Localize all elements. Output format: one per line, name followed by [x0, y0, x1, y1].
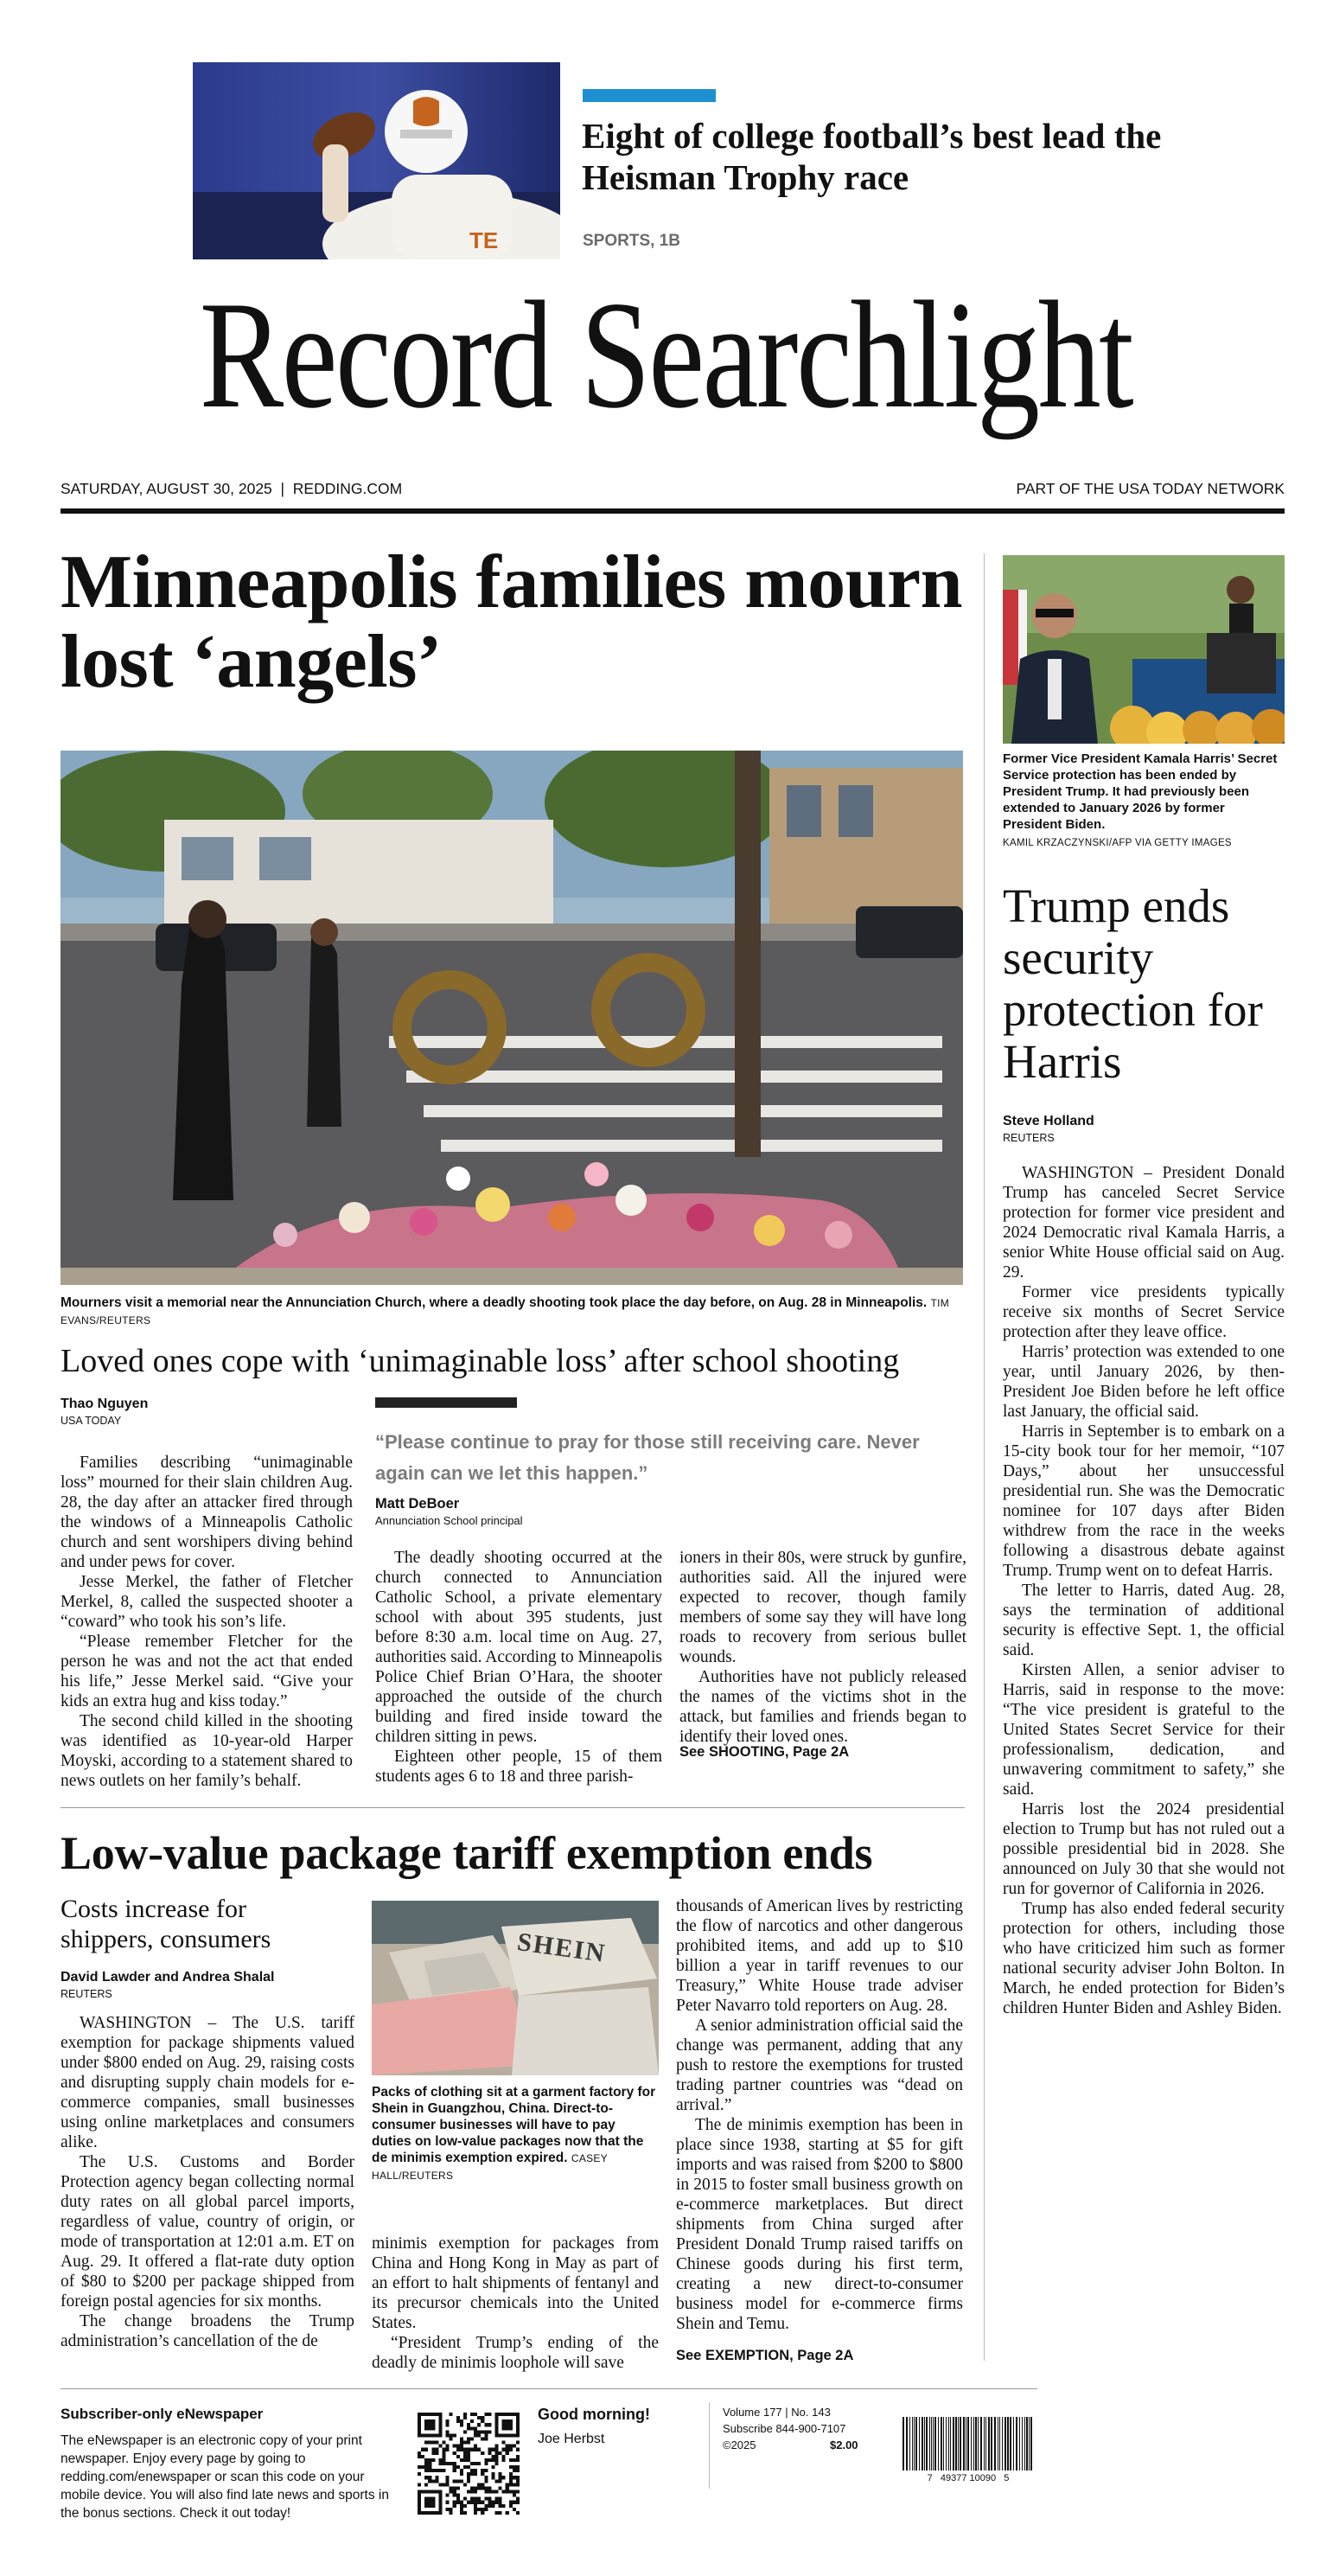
tariff-headline: Low-value package tariff exemption ends: [61, 1827, 873, 1879]
lead-col3: [679, 1548, 966, 1747]
teaser-photo-football-player: [193, 62, 560, 259]
tariff-byline-name: David Lawder and Andrea Shalal: [61, 1970, 275, 1985]
footer-copyright: ©2025: [723, 2439, 756, 2451]
lead-photo-caption-text: Mourners visit a memorial near the Annunciation Church, where a deadly shooting took place the day before, on Aug. 28 in Minneapolis.: [61, 1295, 928, 1310]
lead-col2: [375, 1548, 662, 1787]
harris-photo: [1003, 555, 1285, 744]
tariff-photo-credit: CASEY HALL/REUTERS: [372, 2152, 608, 2182]
teaser-section: SPORTS, 1B: [583, 232, 680, 250]
pull-quote: “Please continue to pray for those still receiving care. Never again can we let this happen.”: [375, 1431, 920, 1484]
tariff-col3-paragraph: thousands of American lives by restricting the flow of narcotics and other dangerous prohibited items, and add up to $10 billion a year in tariff revenues to our Treasury,” White House trade adviser Peter Navarro told reporters on Aug. 28.: [676, 1897, 963, 2015]
footer-volume: Volume 177 | No. 143: [723, 2406, 831, 2419]
lead-byline: [61, 1397, 148, 1427]
lead-col1: [61, 1453, 353, 1791]
tariff-subhead: Costs increase for shippers, consumers: [61, 1895, 271, 1953]
lead-col1-paragraph: Families describing “unimaginable loss” mourned for their slain children Aug. 28, the day after an attacker fired through the windows of a Minneapolis Catholic church and sent worshipers diving behind and under pews for cover.: [61, 1454, 353, 1571]
svg-text:TE: TE: [469, 227, 499, 253]
tariff-byline-org: REUTERS: [61, 1988, 112, 2000]
footer-greeting: Good morning!: [538, 2406, 650, 2423]
lead-byline-name: Thao Nguyen: [61, 1397, 149, 1411]
barcode-number: 7 49377 10090 5: [927, 2473, 1010, 2483]
lead-col1-paragraph: Jesse Merkel, the father of Fletcher Merkel, 8, called the suspected shooter a “coward” who took his son’s life.: [61, 1573, 353, 1631]
tariff-col3-paragraph: The de minimis exemption has been in place since 1938, starting at $5 for gift imports and was raised from $200 to $800 in 2015 to foster small business growth on e-commerce marketplaces. But direct shipments from China surged after President Donald Trump raised tariffs on Chinese goods during his first term, creating a new direct-to-consumer business model for e-commerce firms Shein and Temu.: [676, 2116, 963, 2333]
tariff-photo-clothing-packs: [372, 1901, 659, 2075]
pull-quote-attribution: [375, 1496, 523, 1527]
footer-barcode: [899, 2417, 1037, 2483]
pull-quote-title: Annunciation School principal: [375, 1514, 523, 1527]
harris-body: [1003, 1163, 1285, 2018]
teaser-headline-link[interactable]: Eight of college football’s best lead the Heisman Trophy race: [582, 116, 1162, 197]
masthead-rule: [61, 508, 1285, 514]
harris-paragraph: WASHINGTON – President Donald Trump has canceled Secret Service protection for former vice president and 2024 Democratic rival Kamala Harris, a senior White House official said on Aug. 29.: [1003, 1164, 1285, 1282]
harris-photo-caption: [1003, 751, 1285, 852]
tariff-col1-paragraph: The change broadens the Trump administration’s cancellation of the de: [61, 2312, 354, 2350]
footer-enews-text: The eNewspaper is an electronic copy of your print newspaper. Enjoy every page by going to redding.com/enewspaper or scan this code on your mobile device. You will also find late news and sports in the bonus sections. Check it out today!: [61, 2433, 389, 2521]
harris-paragraph: Harris in September is to embark on a 15-city book tour for her memoir, “107 Days,” about her unsuccessful presidential run. She was the Democratic nominee for 107 days after Biden withdrew from the race in the weeks following a disastrous debate against Trump. Trump went on to defeat Harris.: [1003, 1422, 1285, 1580]
lead-photo-credit: TIM EVANS/REUTERS: [61, 1297, 950, 1326]
lead-headline: Minneapolis families mourn lost ‘angels’: [61, 540, 963, 704]
tariff-byline: [61, 1970, 274, 2000]
lead-col2-paragraph: Eighteen other people, 15 of them students ages 6 to 18 and three parish-: [375, 1748, 662, 1786]
tariff-photo-caption-text: Packs of clothing sit at a garment factory for Shein in Guangzhou, China. Direct-to-consumer businesses will have to pay duties on low-value packages now that the de minimis exemption expired.: [372, 2085, 656, 2165]
harris-paragraph: Trump has also ended federal security protection for others, including those who have criticized him such as former national security adviser John Bolton. In March, he ended protection for Biden’s children Hunter Biden and Ashley Biden.: [1003, 1900, 1285, 2017]
masthead-date-line: SATURDAY, AUGUST 30, 2025 | REDDING.COM: [61, 480, 403, 497]
pull-quote-bar: [375, 1397, 517, 1408]
harris-paragraph: The letter to Harris, dated Aug. 28, says the termination of additional security is effective Sept. 1, the official said.: [1003, 1582, 1285, 1659]
lead-col2-paragraph: The deadly shooting occurred at the church connected to Annunciation Catholic School, a private elementary school with about 395 students, just before 8:30 a.m. local time on Aug. 27, authorities said. According to Minneapolis Police Chief Brian O’Hara, the shooter approached the outside of the church building and fired inside toward the children sitting in pews.: [375, 1549, 662, 1746]
tariff-col2-paragraph: minimis exemption for packages from China and Hong Kong in May as part of an effort to halt shipments of fentanyl and its precursor chemicals into the United States.: [372, 2234, 659, 2332]
harris-byline-name: Steve Holland: [1003, 1114, 1094, 1128]
lead-col3-paragraph: ioners in their 80s, were struck by gunfire, authorities said. All the injured were expected to recover, though family members of some say they will have long roads to recovery from serious bullet wounds.: [679, 1549, 966, 1666]
harris-paragraph: Harris lost the 2024 presidential election to Trump but has not ruled out a possible presidential bid in 2028. She announced on July 30 that she would not run for governor of California in 2026.: [1003, 1800, 1285, 1898]
tariff-col3-paragraph: A senior administration official said the change was permanent, adding that any push to restore the exemptions for trusted trading partner countries was “dead on arrival.”: [676, 2017, 963, 2114]
lead-subhead: Loved ones cope with ‘unimaginable loss’ after school shooting: [61, 1343, 900, 1379]
tariff-jump-link[interactable]: See EXEMPTION, Page 2A: [676, 2348, 854, 2363]
harris-photo-credit: KAMIL KRZACZYNSKI/AFP VIA GETTY IMAGES: [1003, 838, 1232, 848]
tariff-photo-shein-label: SHEIN: [515, 1927, 609, 1969]
harris-paragraph: Kirsten Allen, a senior adviser to Harris, said in response to the move: “The vice president is grateful to the United States Secret Service for their professionalism, dedication, and unwavering commitment to safety,” she said.: [1003, 1661, 1285, 1799]
footer-price: $2.00: [830, 2439, 858, 2451]
footer-enews-title: Subscriber-only eNewspaper: [61, 2406, 264, 2422]
masthead-network: PART OF THE USA TODAY NETWORK: [1016, 480, 1285, 497]
right-column-divider: [984, 553, 985, 2361]
footer-subscribe: Subscribe 844-900-7107: [723, 2422, 846, 2435]
footer-info-divider: [709, 2402, 710, 2489]
lead-byline-org: USA TODAY: [61, 1415, 122, 1427]
lead-photo-memorial: [61, 751, 963, 1285]
tariff-col1-paragraph: WASHINGTON – The U.S. tariff exemption for package shipments valued under $800 ended on Aug. 29, raising costs and disrupting supply chain models for e-commerce companies, small businesses using online marketplaces and consumers alike.: [61, 2014, 354, 2151]
harris-byline-org: REUTERS: [1003, 1132, 1055, 1144]
harris-headline: Trump ends security protection for Harris: [1003, 879, 1263, 1088]
tariff-col1-paragraph: The U.S. Customs and Border Protection agency began collecting normal duty rates on all global parcel imports, regardless of value, country of origin, or mode of transportation at 12:01 a.m. ET on Aug. 29. It offered a flat-rate duty option of $80 to $200 per package shipped from foreign postal agencies for six months.: [61, 2153, 354, 2311]
harris-paragraph: Former vice presidents typically receive six months of Secret Service protection after they leave office.: [1003, 1283, 1285, 1341]
lead-col1-paragraph: “Please remember Fletcher for the person he was and not the act that ended his life,” Jesse Merkel said. “Give your kids an extra hug and kiss today.”: [61, 1633, 353, 1710]
tariff-col2-paragraph: “President Trump’s ending of the deadly de minimis loophole will save: [372, 2334, 659, 2372]
teaser-accent-bar: [583, 89, 716, 102]
tariff-col2: [372, 2234, 659, 2373]
tariff-photo-caption: [372, 2084, 657, 2184]
harris-photo-caption-text: Former Vice President Kamala Harris’ Secret Service protection has been ended by President Trump. It had previously been extended to January 2026 by former President Biden.: [1003, 751, 1278, 832]
barcode-graphic: [899, 2417, 1037, 2471]
qr-code-graphic: [418, 2413, 520, 2515]
lead-photo-caption: [61, 1294, 963, 1329]
footer-greeting-name: Joe Herbst: [538, 2432, 605, 2446]
footer-qr-code[interactable]: [418, 2413, 520, 2515]
pull-quote-name: Matt DeBoer: [375, 1496, 460, 1512]
tariff-col3: [676, 1896, 963, 2334]
harris-paragraph: Harris’ protection was extended to one year, until January 2026, by then-President Joe Biden before he left office last January, the official said.: [1003, 1343, 1285, 1421]
lead-col1-paragraph: The second child killed in the shooting was identified as 10-year-old Harper Moyski, according to a statement shared to news outlets on her family’s behalf.: [61, 1712, 353, 1790]
footer-rule: [61, 2388, 1037, 2389]
lead-col3-paragraph: Authorities have not publicly released the names of the victims shot in the attack, but families and friends began to identify their loved ones.: [679, 1668, 966, 1746]
section-divider: [61, 1807, 965, 1808]
lead-jump-link[interactable]: See SHOOTING, Page 2A: [679, 1744, 850, 1760]
tariff-col1: [61, 2013, 354, 2351]
masthead-title: Record Searchlight: [199, 269, 1132, 440]
harris-byline: [1003, 1114, 1094, 1144]
